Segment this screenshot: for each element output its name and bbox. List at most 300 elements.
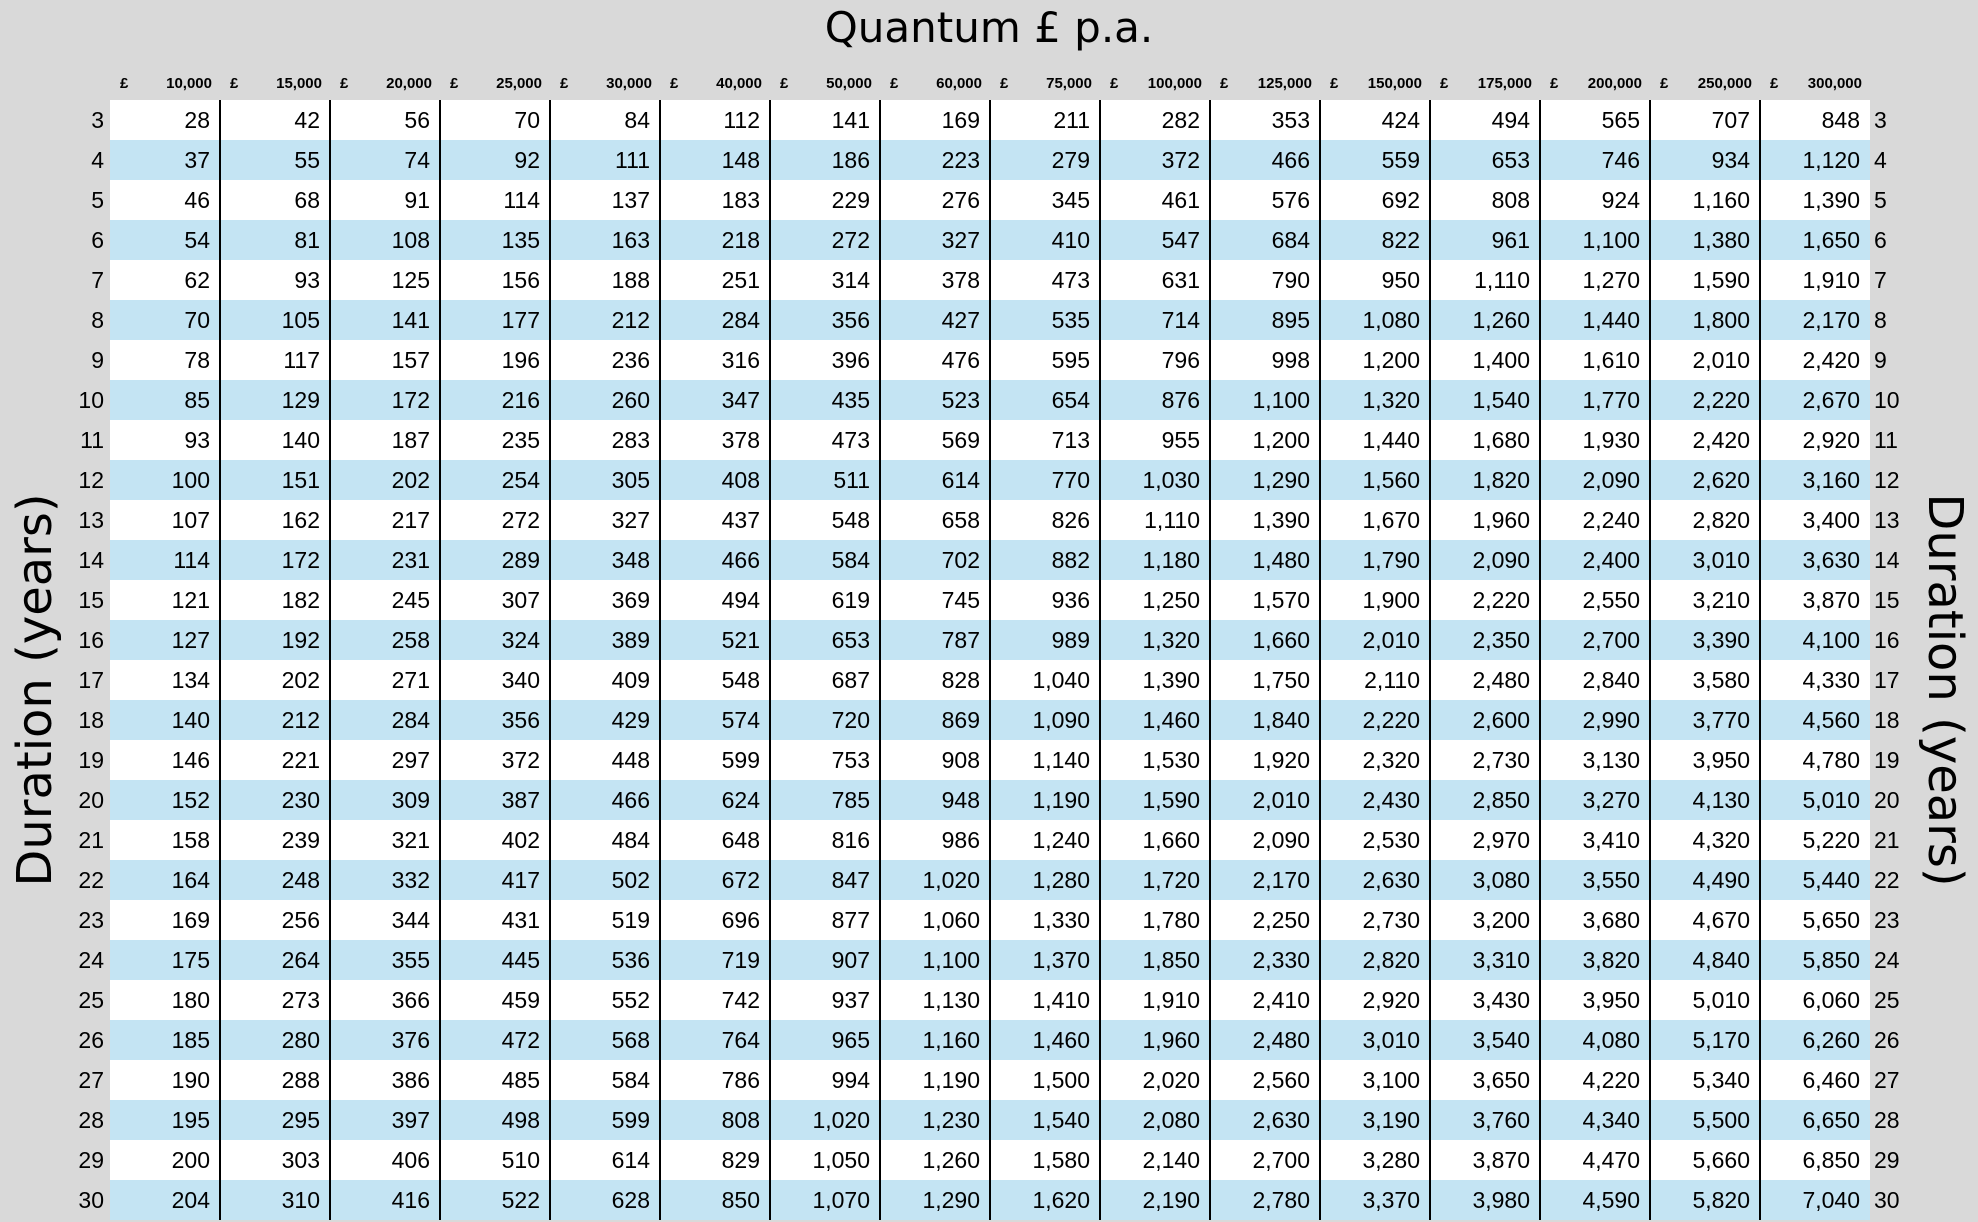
table-cell: 473 bbox=[1051, 267, 1090, 293]
table-cell: 2,220 bbox=[1692, 387, 1750, 413]
table-cell: 3,870 bbox=[1802, 587, 1860, 613]
table-cell: 498 bbox=[501, 1107, 540, 1133]
table-cell: 829 bbox=[721, 1147, 760, 1173]
table-cell: 2,110 bbox=[1364, 667, 1420, 693]
table-cell: 1,180 bbox=[1142, 547, 1200, 573]
table-cell: 1,480 bbox=[1252, 547, 1310, 573]
row-label-right: 10 bbox=[1874, 387, 1900, 413]
table-cell: 672 bbox=[721, 867, 760, 893]
table-cell: 92 bbox=[514, 147, 540, 173]
table-cell: 522 bbox=[501, 1187, 540, 1213]
table-cell: 340 bbox=[501, 667, 540, 693]
column-header-amount: 50,000 bbox=[826, 75, 872, 92]
column-header bbox=[1320, 72, 1430, 96]
table-cell: 282 bbox=[1161, 107, 1200, 133]
table-cell: 202 bbox=[281, 667, 320, 693]
table-cell: 511 bbox=[833, 467, 870, 493]
table-cell: 1,290 bbox=[1252, 467, 1310, 493]
table-cell: 466 bbox=[611, 787, 650, 813]
table-cell: 1,200 bbox=[1252, 427, 1310, 453]
table-cell: 989 bbox=[1051, 627, 1090, 653]
table-cell: 1,840 bbox=[1252, 707, 1310, 733]
table-cell: 1,030 bbox=[1142, 467, 1200, 493]
column-divider bbox=[1759, 100, 1761, 1220]
table-cell: 151 bbox=[281, 467, 320, 493]
table-cell: 111 bbox=[615, 147, 650, 173]
column-header bbox=[770, 72, 880, 96]
table-cell: 3,630 bbox=[1802, 547, 1860, 573]
column-divider bbox=[439, 100, 441, 1220]
table-cell: 316 bbox=[721, 347, 760, 373]
column-divider bbox=[1429, 100, 1431, 1220]
table-cell: 3,390 bbox=[1692, 627, 1750, 653]
table-cell: 1,240 bbox=[1032, 827, 1090, 853]
table-cell: 2,600 bbox=[1472, 707, 1530, 733]
table-cell: 212 bbox=[611, 307, 650, 333]
table-cell: 653 bbox=[1491, 147, 1530, 173]
row-label-right: 11 bbox=[1874, 427, 1898, 453]
row-label-right: 28 bbox=[1874, 1107, 1900, 1133]
table-cell: 3,280 bbox=[1362, 1147, 1420, 1173]
table-cell: 2,010 bbox=[1362, 627, 1420, 653]
table-cell: 2,220 bbox=[1472, 587, 1530, 613]
table-cell: 745 bbox=[941, 587, 980, 613]
table-cell: 84 bbox=[624, 107, 650, 133]
table-cell: 146 bbox=[171, 747, 210, 773]
table-cell: 1,260 bbox=[1472, 307, 1530, 333]
table-cell: 157 bbox=[391, 347, 430, 373]
table-cell: 599 bbox=[721, 747, 760, 773]
table-cell: 770 bbox=[1051, 467, 1090, 493]
table-cell: 1,080 bbox=[1362, 307, 1420, 333]
column-header bbox=[880, 72, 990, 96]
table-cell: 595 bbox=[1051, 347, 1090, 373]
table-cell: 163 bbox=[611, 227, 650, 253]
table-cell: 548 bbox=[721, 667, 760, 693]
table-cell: 2,090 bbox=[1472, 547, 1530, 573]
column-header bbox=[330, 72, 440, 96]
table-cell: 5,220 bbox=[1802, 827, 1860, 853]
row-label-left: 6 bbox=[91, 227, 104, 253]
table-cell: 254 bbox=[501, 467, 540, 493]
table-cell: 152 bbox=[171, 787, 210, 813]
table-cell: 4,220 bbox=[1582, 1067, 1640, 1093]
table-cell: 305 bbox=[611, 467, 650, 493]
table-cell: 828 bbox=[941, 667, 980, 693]
table-cell: 4,080 bbox=[1582, 1027, 1640, 1053]
table-cell: 2,170 bbox=[1802, 307, 1860, 333]
table-cell: 1,570 bbox=[1252, 587, 1310, 613]
axis-label-right: Duration (years) bbox=[1917, 493, 1973, 887]
currency-symbol: £ bbox=[340, 75, 349, 92]
axis-label-left: Duration (years) bbox=[7, 493, 63, 887]
table-cell: 510 bbox=[501, 1147, 540, 1173]
table-cell: 494 bbox=[1491, 107, 1530, 133]
row-label-left: 28 bbox=[78, 1107, 104, 1133]
table-cell: 1,190 bbox=[1032, 787, 1090, 813]
table-cell: 1,130 bbox=[922, 987, 980, 1013]
row-label-left: 8 bbox=[91, 307, 104, 333]
table-cell: 295 bbox=[281, 1107, 320, 1133]
table-cell: 1,590 bbox=[1692, 267, 1750, 293]
table-cell: 272 bbox=[501, 507, 540, 533]
table-cell: 356 bbox=[831, 307, 870, 333]
column-header-amount: 250,000 bbox=[1697, 75, 1752, 92]
table-cell: 2,010 bbox=[1252, 787, 1310, 813]
table-cell: 1,060 bbox=[922, 907, 980, 933]
row-label-left: 18 bbox=[78, 707, 104, 733]
table-cell: 280 bbox=[281, 1027, 320, 1053]
table-cell: 955 bbox=[1161, 427, 1200, 453]
column-divider bbox=[1099, 100, 1101, 1220]
table-cell: 5,010 bbox=[1692, 987, 1750, 1013]
row-label-left: 30 bbox=[78, 1187, 104, 1213]
table-cell: 1,370 bbox=[1032, 947, 1090, 973]
table-cell: 431 bbox=[501, 907, 540, 933]
table-cell: 127 bbox=[171, 627, 210, 653]
table-cell: 324 bbox=[501, 627, 540, 653]
table-cell: 5,500 bbox=[1692, 1107, 1750, 1133]
table-cell: 1,900 bbox=[1362, 587, 1420, 613]
table-cell: 569 bbox=[941, 427, 980, 453]
table-cell: 826 bbox=[1051, 507, 1090, 533]
table-cell: 2,010 bbox=[1692, 347, 1750, 373]
table-cell: 445 bbox=[501, 947, 540, 973]
table-cell: 248 bbox=[281, 867, 320, 893]
table-cell: 2,420 bbox=[1802, 347, 1860, 373]
row-label-left: 15 bbox=[78, 587, 104, 613]
table-cell: 1,460 bbox=[1142, 707, 1200, 733]
column-header-amount: 10,000 bbox=[166, 75, 212, 92]
table-cell: 1,100 bbox=[1582, 227, 1640, 253]
table-cell: 307 bbox=[501, 587, 540, 613]
table-cell: 707 bbox=[1711, 107, 1750, 133]
table-cell: 356 bbox=[501, 707, 540, 733]
column-divider bbox=[1649, 100, 1651, 1220]
table-cell: 1,040 bbox=[1032, 667, 1090, 693]
table-cell: 882 bbox=[1051, 547, 1090, 573]
table-cell: 2,170 bbox=[1252, 867, 1310, 893]
table-cell: 2,630 bbox=[1252, 1107, 1310, 1133]
column-header bbox=[990, 72, 1100, 96]
table-cell: 5,440 bbox=[1802, 867, 1860, 893]
table-cell: 2,320 bbox=[1362, 747, 1420, 773]
column-header bbox=[220, 72, 330, 96]
table-cell: 907 bbox=[831, 947, 870, 973]
table-cell: 355 bbox=[391, 947, 430, 973]
table-cell: 1,160 bbox=[922, 1027, 980, 1053]
table-cell: 877 bbox=[831, 907, 870, 933]
table-cell: 402 bbox=[501, 827, 540, 853]
table-cell: 1,910 bbox=[1142, 987, 1200, 1013]
table-cell: 848 bbox=[1821, 107, 1860, 133]
table-cell: 378 bbox=[721, 427, 760, 453]
column-divider bbox=[1539, 100, 1541, 1220]
table-cell: 2,190 bbox=[1142, 1187, 1200, 1213]
column-divider bbox=[989, 100, 991, 1220]
table-cell: 1,460 bbox=[1032, 1027, 1090, 1053]
table-cell: 369 bbox=[611, 587, 650, 613]
column-divider bbox=[1209, 100, 1211, 1220]
row-label-right: 25 bbox=[1874, 987, 1900, 1013]
table-cell: 114 bbox=[503, 187, 540, 213]
table-cell: 2,730 bbox=[1472, 747, 1530, 773]
table-cell: 986 bbox=[941, 827, 980, 853]
table-cell: 869 bbox=[941, 707, 980, 733]
table-cell: 107 bbox=[171, 507, 210, 533]
table-cell: 2,090 bbox=[1582, 467, 1640, 493]
table-cell: 258 bbox=[391, 627, 430, 653]
table-cell: 2,700 bbox=[1582, 627, 1640, 653]
table-cell: 876 bbox=[1161, 387, 1200, 413]
table-cell: 91 bbox=[404, 187, 430, 213]
table-cell: 1,320 bbox=[1362, 387, 1420, 413]
table-cell: 466 bbox=[721, 547, 760, 573]
table-cell: 1,540 bbox=[1472, 387, 1530, 413]
table-cell: 461 bbox=[1161, 187, 1200, 213]
currency-symbol: £ bbox=[1330, 75, 1339, 92]
table-cell: 808 bbox=[721, 1107, 760, 1133]
table-cell: 2,820 bbox=[1692, 507, 1750, 533]
row-label-right: 24 bbox=[1874, 947, 1900, 973]
table-cell: 5,340 bbox=[1692, 1067, 1750, 1093]
table-cell: 223 bbox=[941, 147, 980, 173]
table-cell: 1,820 bbox=[1472, 467, 1530, 493]
column-header-amount: 200,000 bbox=[1587, 75, 1642, 92]
column-header bbox=[1100, 72, 1210, 96]
table-cell: 70 bbox=[514, 107, 540, 133]
currency-symbol: £ bbox=[230, 75, 239, 92]
table-cell: 327 bbox=[611, 507, 650, 533]
table-cell: 284 bbox=[391, 707, 430, 733]
row-label-right: 27 bbox=[1874, 1067, 1900, 1093]
column-header bbox=[1430, 72, 1540, 96]
table-cell: 1,110 bbox=[1144, 507, 1200, 533]
column-header-amount: 40,000 bbox=[716, 75, 762, 92]
table-cell: 3,200 bbox=[1472, 907, 1530, 933]
table-cell: 535 bbox=[1051, 307, 1090, 333]
table-cell: 1,850 bbox=[1142, 947, 1200, 973]
table-cell: 435 bbox=[831, 387, 870, 413]
table-cell: 156 bbox=[501, 267, 540, 293]
table-cell: 2,220 bbox=[1362, 707, 1420, 733]
table-cell: 112 bbox=[723, 107, 760, 133]
table-cell: 169 bbox=[171, 907, 210, 933]
table-cell: 3,550 bbox=[1582, 867, 1640, 893]
table-cell: 314 bbox=[831, 267, 870, 293]
table-cell: 1,960 bbox=[1142, 1027, 1200, 1053]
table-cell: 175 bbox=[171, 947, 210, 973]
table-cell: 472 bbox=[501, 1027, 540, 1053]
table-cell: 353 bbox=[1271, 107, 1310, 133]
table-cell: 410 bbox=[1051, 227, 1090, 253]
row-label-left: 11 bbox=[80, 427, 104, 453]
currency-symbol: £ bbox=[1550, 75, 1559, 92]
table-cell: 584 bbox=[831, 547, 870, 573]
table-cell: 177 bbox=[501, 307, 540, 333]
row-label-left: 24 bbox=[78, 947, 104, 973]
table-cell: 5,820 bbox=[1692, 1187, 1750, 1213]
table-cell: 4,840 bbox=[1692, 947, 1750, 973]
table-cell: 117 bbox=[283, 347, 320, 373]
row-label-left: 20 bbox=[78, 787, 104, 813]
table-cell: 190 bbox=[171, 1067, 210, 1093]
table-cell: 212 bbox=[281, 707, 320, 733]
table-cell: 172 bbox=[281, 547, 320, 573]
table-cell: 948 bbox=[941, 787, 980, 813]
page-title: Quantum £ p.a. bbox=[824, 3, 1154, 52]
table-cell: 125 bbox=[391, 267, 430, 293]
row-label-right: 17 bbox=[1874, 667, 1900, 693]
table-cell: 2,530 bbox=[1362, 827, 1420, 853]
table-cell: 105 bbox=[281, 307, 320, 333]
table-cell: 2,730 bbox=[1362, 907, 1420, 933]
table-cell: 1,770 bbox=[1582, 387, 1640, 413]
table-cell: 6,260 bbox=[1802, 1027, 1860, 1053]
table-cell: 787 bbox=[941, 627, 980, 653]
table-cell: 2,330 bbox=[1252, 947, 1310, 973]
table-cell: 5,010 bbox=[1802, 787, 1860, 813]
table-cell: 576 bbox=[1271, 187, 1310, 213]
table-cell: 786 bbox=[721, 1067, 760, 1093]
table-cell: 158 bbox=[171, 827, 210, 853]
table-cell: 1,160 bbox=[1692, 187, 1750, 213]
table-cell: 3,430 bbox=[1472, 987, 1530, 1013]
table-cell: 297 bbox=[391, 747, 430, 773]
table-cell: 1,530 bbox=[1142, 747, 1200, 773]
column-header bbox=[440, 72, 550, 96]
table-cell: 2,140 bbox=[1142, 1147, 1200, 1173]
table-cell: 2,630 bbox=[1362, 867, 1420, 893]
column-divider bbox=[549, 100, 551, 1220]
row-label-right: 13 bbox=[1874, 507, 1900, 533]
table-cell: 1,100 bbox=[922, 947, 980, 973]
table-cell: 1,020 bbox=[812, 1107, 870, 1133]
row-label-right: 18 bbox=[1874, 707, 1900, 733]
table-cell: 1,270 bbox=[1582, 267, 1640, 293]
table-cell: 502 bbox=[611, 867, 650, 893]
table-cell: 321 bbox=[391, 827, 430, 853]
row-label-left: 7 bbox=[91, 267, 104, 293]
table-cell: 753 bbox=[831, 747, 870, 773]
table-cell: 54 bbox=[184, 227, 210, 253]
table-cell: 2,480 bbox=[1252, 1027, 1310, 1053]
table-cell: 521 bbox=[721, 627, 760, 653]
table-cell: 653 bbox=[831, 627, 870, 653]
table-cell: 3,010 bbox=[1362, 1027, 1420, 1053]
row-label-left: 29 bbox=[78, 1147, 104, 1173]
table-cell: 230 bbox=[281, 787, 320, 813]
table-cell: 236 bbox=[611, 347, 650, 373]
table-cell: 614 bbox=[611, 1147, 650, 1173]
table-cell: 3,540 bbox=[1472, 1027, 1530, 1053]
table-cell: 2,990 bbox=[1582, 707, 1640, 733]
table-cell: 372 bbox=[1161, 147, 1200, 173]
row-label-left: 23 bbox=[78, 907, 104, 933]
table-cell: 1,260 bbox=[922, 1147, 980, 1173]
table-cell: 37 bbox=[184, 147, 210, 173]
table-cell: 2,350 bbox=[1472, 627, 1530, 653]
table-cell: 196 bbox=[501, 347, 540, 373]
table-cell: 186 bbox=[831, 147, 870, 173]
row-label-right: 30 bbox=[1874, 1187, 1900, 1213]
table-cell: 2,020 bbox=[1142, 1067, 1200, 1093]
table-cell: 185 bbox=[171, 1027, 210, 1053]
table-cell: 5,850 bbox=[1802, 947, 1860, 973]
currency-symbol: £ bbox=[120, 75, 129, 92]
table-cell: 218 bbox=[721, 227, 760, 253]
table-cell: 895 bbox=[1271, 307, 1310, 333]
table-cell: 1,120 bbox=[1802, 147, 1860, 173]
table-cell: 3,190 bbox=[1362, 1107, 1420, 1133]
table-cell: 950 bbox=[1381, 267, 1420, 293]
table-cell: 654 bbox=[1051, 387, 1090, 413]
table-cell: 1,670 bbox=[1362, 507, 1420, 533]
column-header bbox=[660, 72, 770, 96]
column-divider bbox=[659, 100, 661, 1220]
table-cell: 692 bbox=[1381, 187, 1420, 213]
currency-symbol: £ bbox=[1440, 75, 1449, 92]
table-cell: 714 bbox=[1161, 307, 1200, 333]
row-label-right: 23 bbox=[1874, 907, 1900, 933]
column-header-amount: 30,000 bbox=[606, 75, 652, 92]
table-cell: 519 bbox=[611, 907, 650, 933]
currency-symbol: £ bbox=[1000, 75, 1009, 92]
table-cell: 273 bbox=[281, 987, 320, 1013]
table-cell: 1,330 bbox=[1032, 907, 1090, 933]
row-label-right: 4 bbox=[1874, 147, 1887, 173]
table-cell: 3,400 bbox=[1802, 507, 1860, 533]
table-cell: 169 bbox=[941, 107, 980, 133]
table-cell: 1,380 bbox=[1692, 227, 1750, 253]
table-cell: 2,550 bbox=[1582, 587, 1640, 613]
table-cell: 4,340 bbox=[1582, 1107, 1640, 1133]
table-cell: 256 bbox=[281, 907, 320, 933]
table-cell: 134 bbox=[171, 667, 210, 693]
table-cell: 3,160 bbox=[1802, 467, 1860, 493]
table-cell: 192 bbox=[281, 627, 320, 653]
table-cell: 386 bbox=[391, 1067, 430, 1093]
table-cell: 998 bbox=[1271, 347, 1310, 373]
table-cell: 3,100 bbox=[1362, 1067, 1420, 1093]
table-cell: 1,800 bbox=[1692, 307, 1750, 333]
table-cell: 1,540 bbox=[1032, 1107, 1090, 1133]
table-cell: 231 bbox=[391, 547, 430, 573]
table-cell: 5,170 bbox=[1692, 1027, 1750, 1053]
table-cell: 28 bbox=[184, 107, 210, 133]
table-cell: 4,560 bbox=[1802, 707, 1860, 733]
table-cell: 742 bbox=[721, 987, 760, 1013]
table-cell: 6,060 bbox=[1802, 987, 1860, 1013]
table-cell: 202 bbox=[391, 467, 430, 493]
table-cell: 648 bbox=[721, 827, 760, 853]
table-cell: 1,140 bbox=[1032, 747, 1090, 773]
table-cell: 1,090 bbox=[1032, 707, 1090, 733]
table-cell: 3,410 bbox=[1582, 827, 1640, 853]
currency-symbol: £ bbox=[1660, 75, 1669, 92]
table-cell: 284 bbox=[721, 307, 760, 333]
table-cell: 235 bbox=[501, 427, 540, 453]
table-cell: 183 bbox=[721, 187, 760, 213]
table-cell: 961 bbox=[1491, 227, 1530, 253]
data-table bbox=[110, 100, 1870, 1220]
table-cell: 272 bbox=[831, 227, 870, 253]
table-cell: 1,190 bbox=[922, 1067, 980, 1093]
table-cell: 3,980 bbox=[1472, 1187, 1530, 1213]
table-cell: 3,950 bbox=[1582, 987, 1640, 1013]
column-header-amount: 125,000 bbox=[1257, 75, 1312, 92]
row-label-left: 3 bbox=[91, 107, 104, 133]
